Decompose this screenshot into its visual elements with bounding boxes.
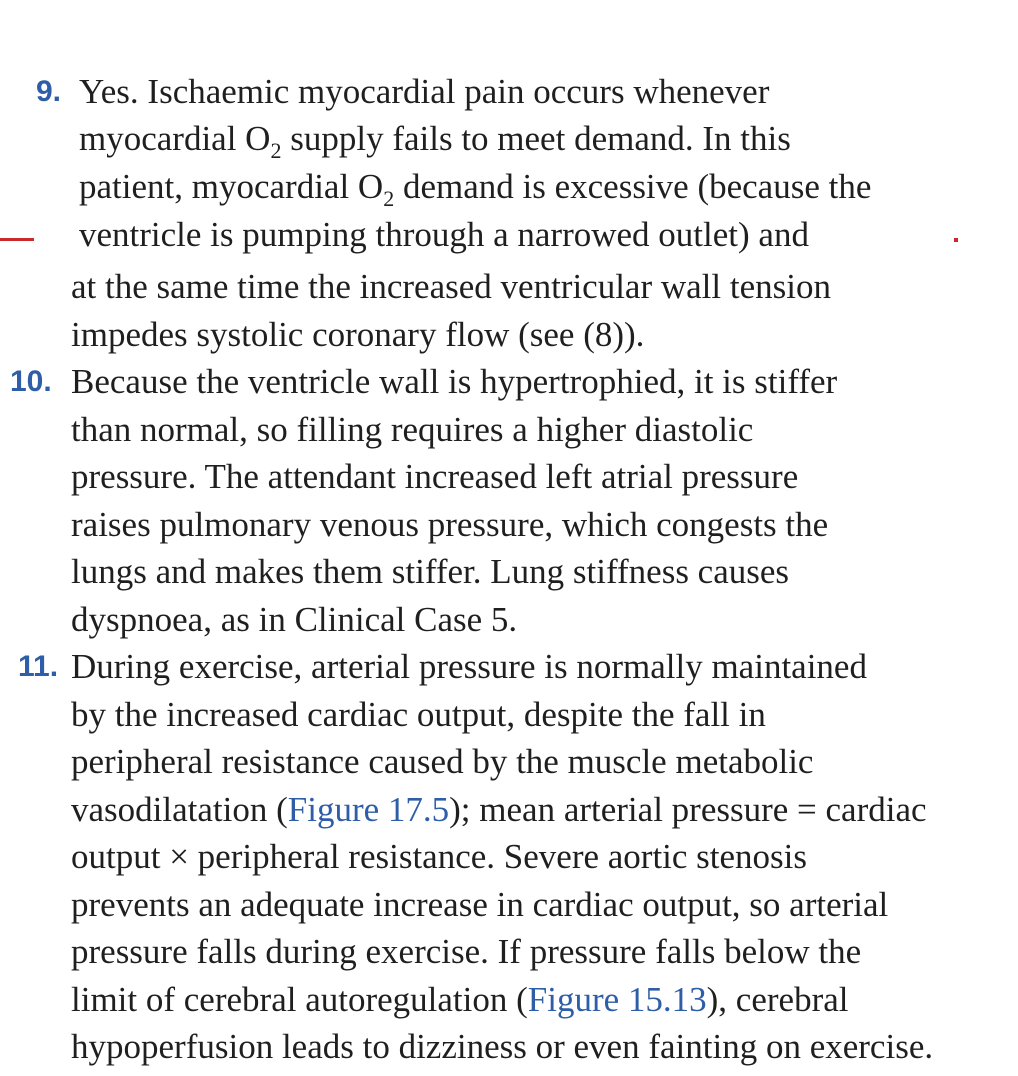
answer-10-line-1: Because the ventricle wall is hypertrophied, it is stiffer: [71, 362, 838, 401]
answer-10-line-4: raises pulmonary venous pressure, which congests the: [71, 505, 829, 544]
answer-11-line-3: peripheral resistance caused by the muscle metabolic: [71, 742, 814, 781]
answer-11-line-8: limit of cerebral autoregulation (Figure 15.13), cerebral: [71, 980, 849, 1019]
answer-10-line-3: pressure. The attendant increased left atrial pressure: [71, 457, 799, 496]
answer-10-line-5: lungs and makes them stiffer. Lung stiffness causes: [71, 552, 790, 591]
answer-9-line-4: ventricle is pumping through a narrowed outlet) and: [79, 215, 809, 254]
answer-9-line-1: Yes. Ischaemic myocardial pain occurs whenever: [79, 72, 770, 111]
item-number-10: 10.: [10, 365, 52, 398]
item-number-11: 11.: [18, 650, 59, 683]
answer-9-line-3: patient, myocardial $O_2$ demand is excessive (because the: [79, 167, 872, 211]
answer-10-line-6: dyspnoea, as in Clinical Case 5.: [71, 600, 518, 639]
item-number-9: 9.: [36, 75, 62, 108]
answer-9-line-2: myocardial $O_2$ supply fails to meet demand. In this: [79, 119, 791, 163]
answer-11-line-9: hypoperfusion leads to dizziness or even fainting on exercise.: [71, 1027, 934, 1066]
answer-11-line-6: prevents an adequate increase in cardiac output, so arterial: [71, 885, 889, 924]
margin-mark-left: [0, 238, 34, 241]
margin-mark-right: [954, 238, 958, 242]
figure-17-5-link[interactable]: Figure 17.5: [287, 790, 450, 829]
answer-10-line-2: than normal, so filling requires a higher diastolic: [71, 410, 754, 449]
answer-11-line-2: by the increased cardiac output, despite the fall in: [71, 695, 766, 734]
answer-11-line-4: vasodilatation (Figure 17.5); mean arterial pressure = cardiac: [71, 790, 927, 829]
answer-9-line-6: impedes systolic coronary flow (see (8)).: [71, 315, 645, 354]
figure-15-13-link[interactable]: Figure 15.13: [527, 980, 707, 1019]
answer-9-line-5: at the same time the increased ventricular wall tension: [71, 267, 831, 306]
answer-11-line-1: During exercise, arterial pressure is normally maintained: [71, 647, 867, 686]
answer-11-line-5: output × peripheral resistance. Severe aortic stenosis: [71, 837, 808, 876]
answer-11-line-7: pressure falls during exercise. If pressure falls below the: [71, 932, 862, 971]
